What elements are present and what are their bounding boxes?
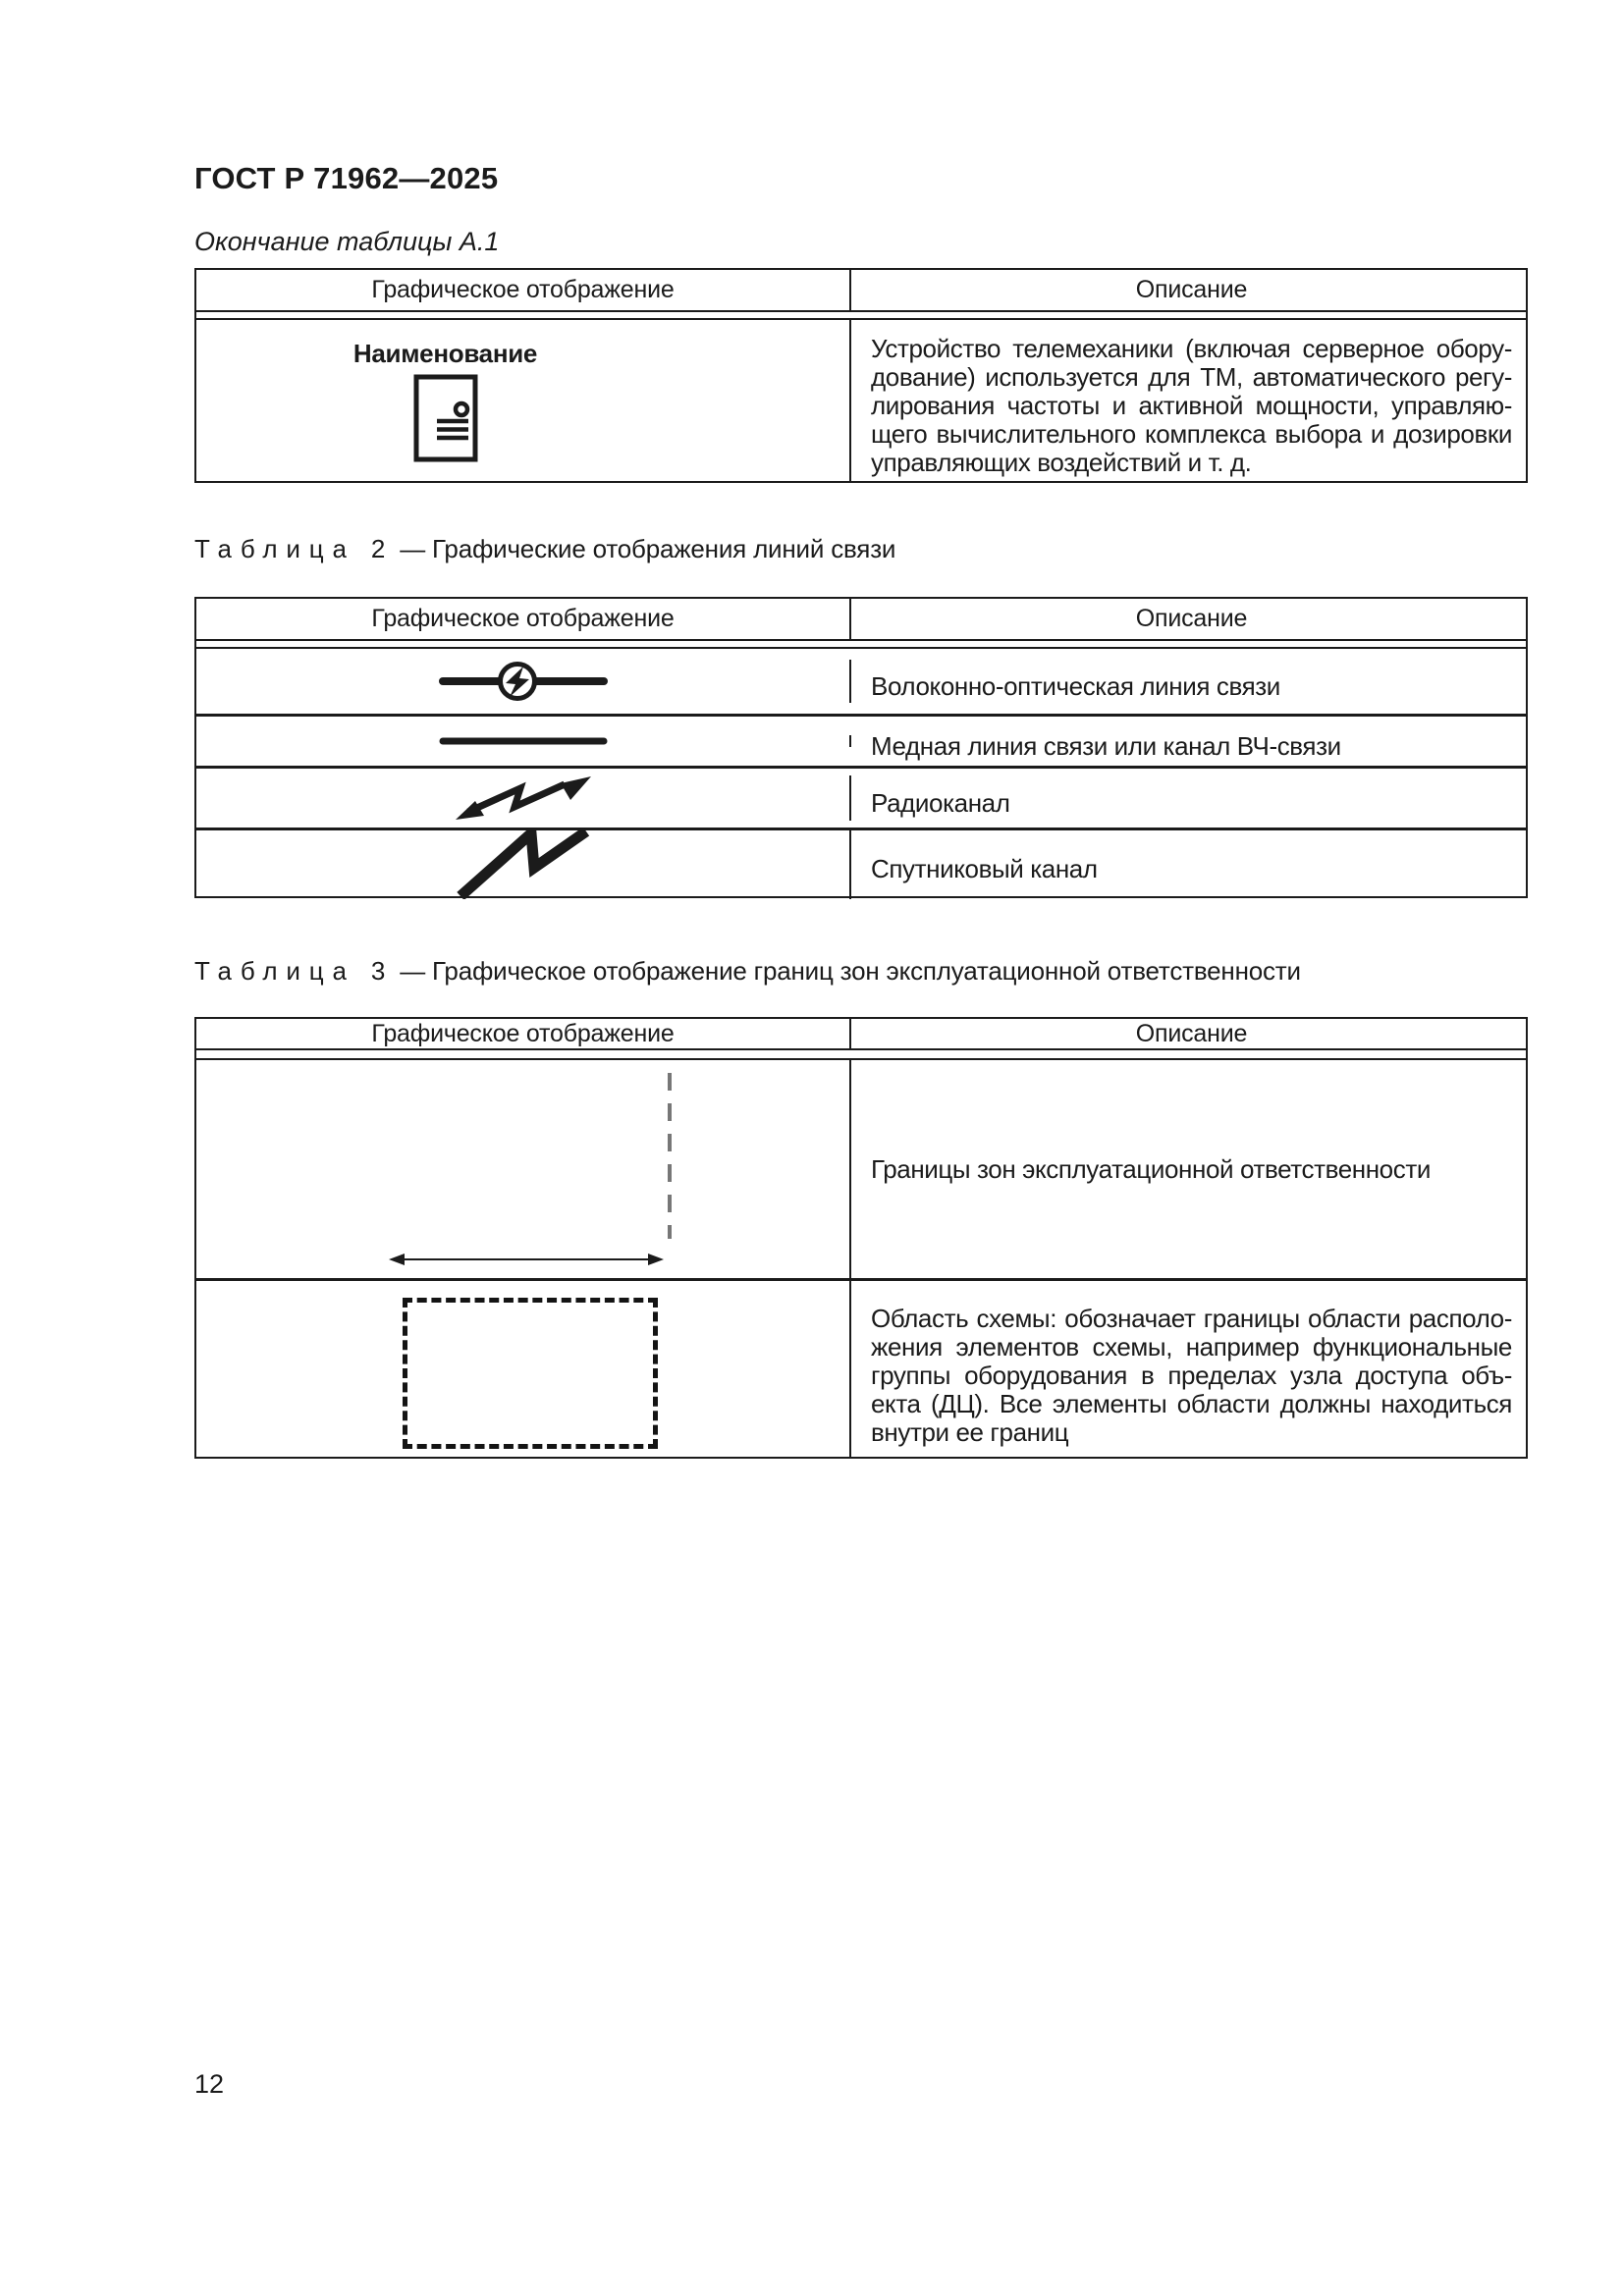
graphic-cell bbox=[196, 320, 851, 481]
table-2 bbox=[194, 597, 1528, 898]
description-cell bbox=[851, 778, 1526, 818]
description-line: лирования частоты и активной мощности, управляю- bbox=[871, 391, 1512, 420]
description-cell bbox=[851, 844, 1526, 883]
table3-caption-label: Таблица 3 bbox=[194, 956, 395, 986]
description-line: дование) используется для ТМ, автоматического регу- bbox=[871, 362, 1512, 392]
table-a1-header-row bbox=[196, 270, 1526, 312]
table-row bbox=[196, 828, 1526, 896]
table-row bbox=[196, 766, 1526, 828]
telemechanics-device-symbol bbox=[353, 339, 537, 462]
table2-header-row bbox=[196, 599, 1526, 641]
description-cell bbox=[851, 1060, 1526, 1278]
graphic-cell bbox=[196, 1060, 851, 1278]
graphic-cell bbox=[196, 828, 851, 899]
table-row bbox=[196, 649, 1526, 714]
table-3 bbox=[194, 1017, 1528, 1459]
description-line: управляющих воздействий и т. д. bbox=[871, 448, 1252, 477]
document-code: ГОСТ Р 71962—2025 bbox=[194, 161, 499, 195]
double-rule bbox=[196, 312, 1526, 320]
satellite-channel-icon bbox=[455, 828, 592, 899]
description-text: Границы зон эксплуатационной ответственности bbox=[871, 1153, 1431, 1184]
description-line: щего вычислительного комплекса выбора и дозировки bbox=[871, 419, 1512, 449]
table-a1 bbox=[194, 268, 1528, 483]
table2-caption-title: — Графические отображения линий связи bbox=[400, 534, 896, 563]
graphic-cell bbox=[196, 660, 851, 703]
graphic-cell bbox=[196, 775, 851, 821]
column-header-description: Описание bbox=[1135, 1019, 1248, 1047]
radio-channel-icon bbox=[455, 775, 592, 821]
double-rule bbox=[196, 1050, 1526, 1060]
table-row bbox=[196, 320, 1526, 481]
description-line: жения элементов схемы, например функциональные bbox=[871, 1332, 1512, 1362]
table3-caption bbox=[194, 956, 1301, 987]
table-row bbox=[196, 714, 1526, 766]
description-text: Спутниковый канал bbox=[871, 853, 1098, 883]
schema-area-icon bbox=[403, 1298, 658, 1449]
description-cell bbox=[851, 1281, 1526, 1457]
page-number: 12 bbox=[194, 2069, 225, 2099]
description-line: внутри ее границ bbox=[871, 1417, 1069, 1447]
description-line: группы оборудования в пределах узла доступа объ- bbox=[871, 1361, 1512, 1390]
table2-caption-label: Таблица 2 bbox=[194, 534, 395, 563]
description-line: Устройство телемеханики (включая серверное обору- bbox=[871, 334, 1512, 363]
description-text: Радиоканал bbox=[871, 788, 1010, 818]
graphic-cell bbox=[196, 1281, 851, 1457]
fiber-optic-line-icon bbox=[439, 660, 608, 703]
table-row bbox=[196, 1278, 1526, 1457]
description-cell bbox=[851, 320, 1526, 481]
description-cell bbox=[851, 662, 1526, 701]
table-continuation-note: Окончание таблицы А.1 bbox=[194, 227, 500, 256]
copper-line-icon bbox=[439, 735, 608, 747]
table2-caption bbox=[194, 534, 895, 564]
graphic-cell bbox=[196, 735, 851, 747]
column-header-description: Описание bbox=[1135, 605, 1248, 632]
double-rule bbox=[196, 641, 1526, 649]
responsibility-zone-boundary-icon bbox=[668, 1073, 672, 1239]
column-header-description: Описание bbox=[1135, 276, 1248, 303]
column-header-graphic: Графическое отображение bbox=[196, 270, 851, 310]
device-symbol-caption: Наименование bbox=[352, 339, 538, 368]
description-text: Медная линия связи или канал ВЧ-связи bbox=[871, 731, 1341, 761]
table3-header-row bbox=[196, 1019, 1526, 1050]
column-header-graphic: Графическое отображение bbox=[196, 1019, 851, 1048]
description-line: екта (ДЦ). Все элементы области должны находиться bbox=[871, 1389, 1512, 1418]
column-header-graphic: Графическое отображение bbox=[196, 599, 851, 639]
table3-caption-title: — Графическое отображение границ зон эксплуатационной ответственности bbox=[400, 956, 1301, 986]
telemechanics-device-icon bbox=[413, 374, 478, 462]
table-row bbox=[196, 1060, 1526, 1278]
description-text: Волоконно-оптическая линия связи bbox=[871, 671, 1280, 701]
description-line: Область схемы: обозначает границы области располо- bbox=[871, 1304, 1512, 1333]
double-arrow-icon bbox=[389, 1253, 664, 1266]
description-cell bbox=[851, 721, 1526, 761]
